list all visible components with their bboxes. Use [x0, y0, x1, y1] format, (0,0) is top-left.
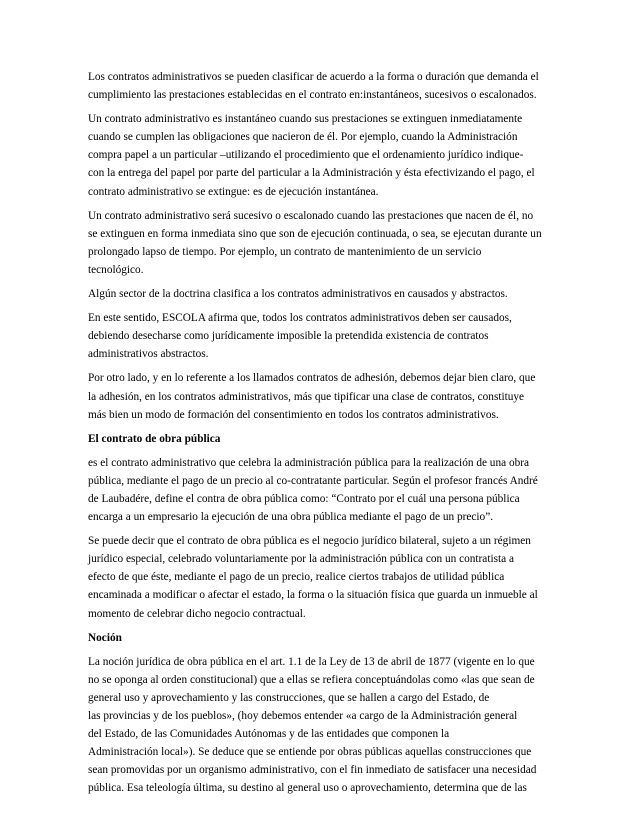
section-heading-obra-publica [88, 430, 550, 448]
paragraph-doctrina [88, 285, 550, 303]
text-line: compra papel a un particular –utilizando el procedimiento que el ordenamiento jurídico indique- [88, 149, 524, 162]
text-line: Por otro lado, y en lo referente a los llamados contratos de adhesión, debemos dejar bien claro, que [88, 372, 536, 385]
paragraph-sucesivo [88, 207, 550, 279]
text-line: cuando se cumplen las obligaciones que nacieron de él. Por ejemplo, cuando la Administración [88, 131, 518, 144]
paragraph-escola [88, 309, 550, 363]
text-line: Algún sector de la doctrina clasifica a los contratos administrativos en causados y abstractos. [88, 288, 508, 301]
text-line: La noción jurídica de obra pública en el art. 1.1 de la Ley de 13 de abril de 1877 (vigente en lo que [88, 655, 535, 668]
heading-text: Noción [88, 631, 122, 644]
text-line: cumplimiento las prestaciones establecidas en el contrato en:instantáneos, sucesivos o escalonados. [88, 89, 537, 102]
text-line: se extinguen en forma inmediata sino que son de ejecución continuada, o sea, se ejecutan durante un [88, 227, 542, 240]
text-line: momento de celebrar dicho negocio contractual. [88, 607, 306, 620]
text-line: Un contrato administrativo será sucesivo o escalonado cuando las prestaciones que nacen de él, no [88, 209, 534, 222]
text-line: con la entrega del papel por parte del particular a la Administración y ésta efectivizando el pago, el [88, 167, 535, 180]
text-line: las provincias y de los pueblos», (hoy debemos entender «a cargo de la Administración general [88, 710, 518, 722]
text-line: encaminada a modificar o afectar el estado, la forma o la situación física que guarda un inmueble al [88, 589, 538, 602]
text-line: sean promovidas por un organismo administrativo, con el fin inmediato de satisfacer una necesidad [88, 764, 537, 777]
paragraph-nocion [88, 653, 550, 798]
text-line: debiendo desecharse como jurídicamente imposible la pretendida existencia de contratos [88, 330, 489, 343]
text-line: administrativos abstractos. [88, 348, 209, 361]
text-line: Los contratos administrativos se pueden clasificar de acuerdo a la forma o duración que demanda el [88, 71, 539, 83]
text-line: contrato administrativo se extingue: es de ejecución instantánea. [88, 185, 379, 198]
text-line: del Estado, de las Comunidades Autónomas y de las entidades que componen la [88, 728, 450, 741]
text-line: la adhesión, en los contratos administrativos, más que tipificar una clase de contratos, constituye [88, 390, 525, 403]
text-line: tecnológico. [88, 263, 144, 276]
paragraph-adhesion [88, 369, 550, 423]
text-line: jurídico especial, celebrado voluntariamente por la administración pública con un contratista a [88, 553, 514, 566]
text-line: encarga a un empresario la ejecución de una obra pública mediante el pago de un precio”. [88, 511, 494, 524]
text-line: es el contrato administrativo que celebra la administración pública para la realización de una obra [88, 456, 530, 469]
text-line: pública. Esa teleología última, su destino al general uso o aprovechamiento, determina que de las [88, 782, 527, 795]
paragraph-negocio-juridico [88, 532, 550, 622]
text-line: de Laubadére, define el contra de obra pública como: “Contrato por el cuál una persona pública [88, 492, 520, 505]
text-line: más bien un modo de formación del consentimiento en todos los contratos administrativos. [88, 408, 499, 421]
section-heading-nocion [88, 629, 550, 647]
text-line: prolongado lapso de tiempo. Por ejemplo, un contrato de mantenimiento de un servicio [88, 245, 482, 258]
heading-text: El contrato de obra pública [88, 432, 221, 445]
text-line: Administración local»). Se deduce que se entiende por obras públicas aquellas construcciones que [88, 746, 532, 759]
paragraph-clasificacion [88, 68, 550, 104]
text-line: general uso y aprovechamiento y las construcciones, que se hallen a cargo del Estado, de [88, 691, 490, 704]
text-line: pública, mediante el pago de un precio al co-contratante particular. Según el profesor francés André [88, 474, 538, 487]
text-line: En este sentido, ESCOLA afirma que, todos los contratos administrativos deben ser causados, [88, 312, 512, 325]
text-line: efecto de que éste, mediante el pago de un precio, realice ciertos trabajos de utilidad pública [88, 571, 505, 584]
text-line: Un contrato administrativo es instantáneo cuando sus prestaciones se extinguen inmediatamente [88, 113, 523, 126]
text-line: no se oponga al orden constitucional) que a ellas se refiera conceptuándolas como «las que sean de [88, 673, 535, 686]
paragraph-instantaneo [88, 110, 550, 200]
paragraph-definicion [88, 454, 550, 526]
text-line: Se puede decir que el contrato de obra pública es el negocio jurídico bilateral, sujeto a un régimen [88, 535, 531, 548]
